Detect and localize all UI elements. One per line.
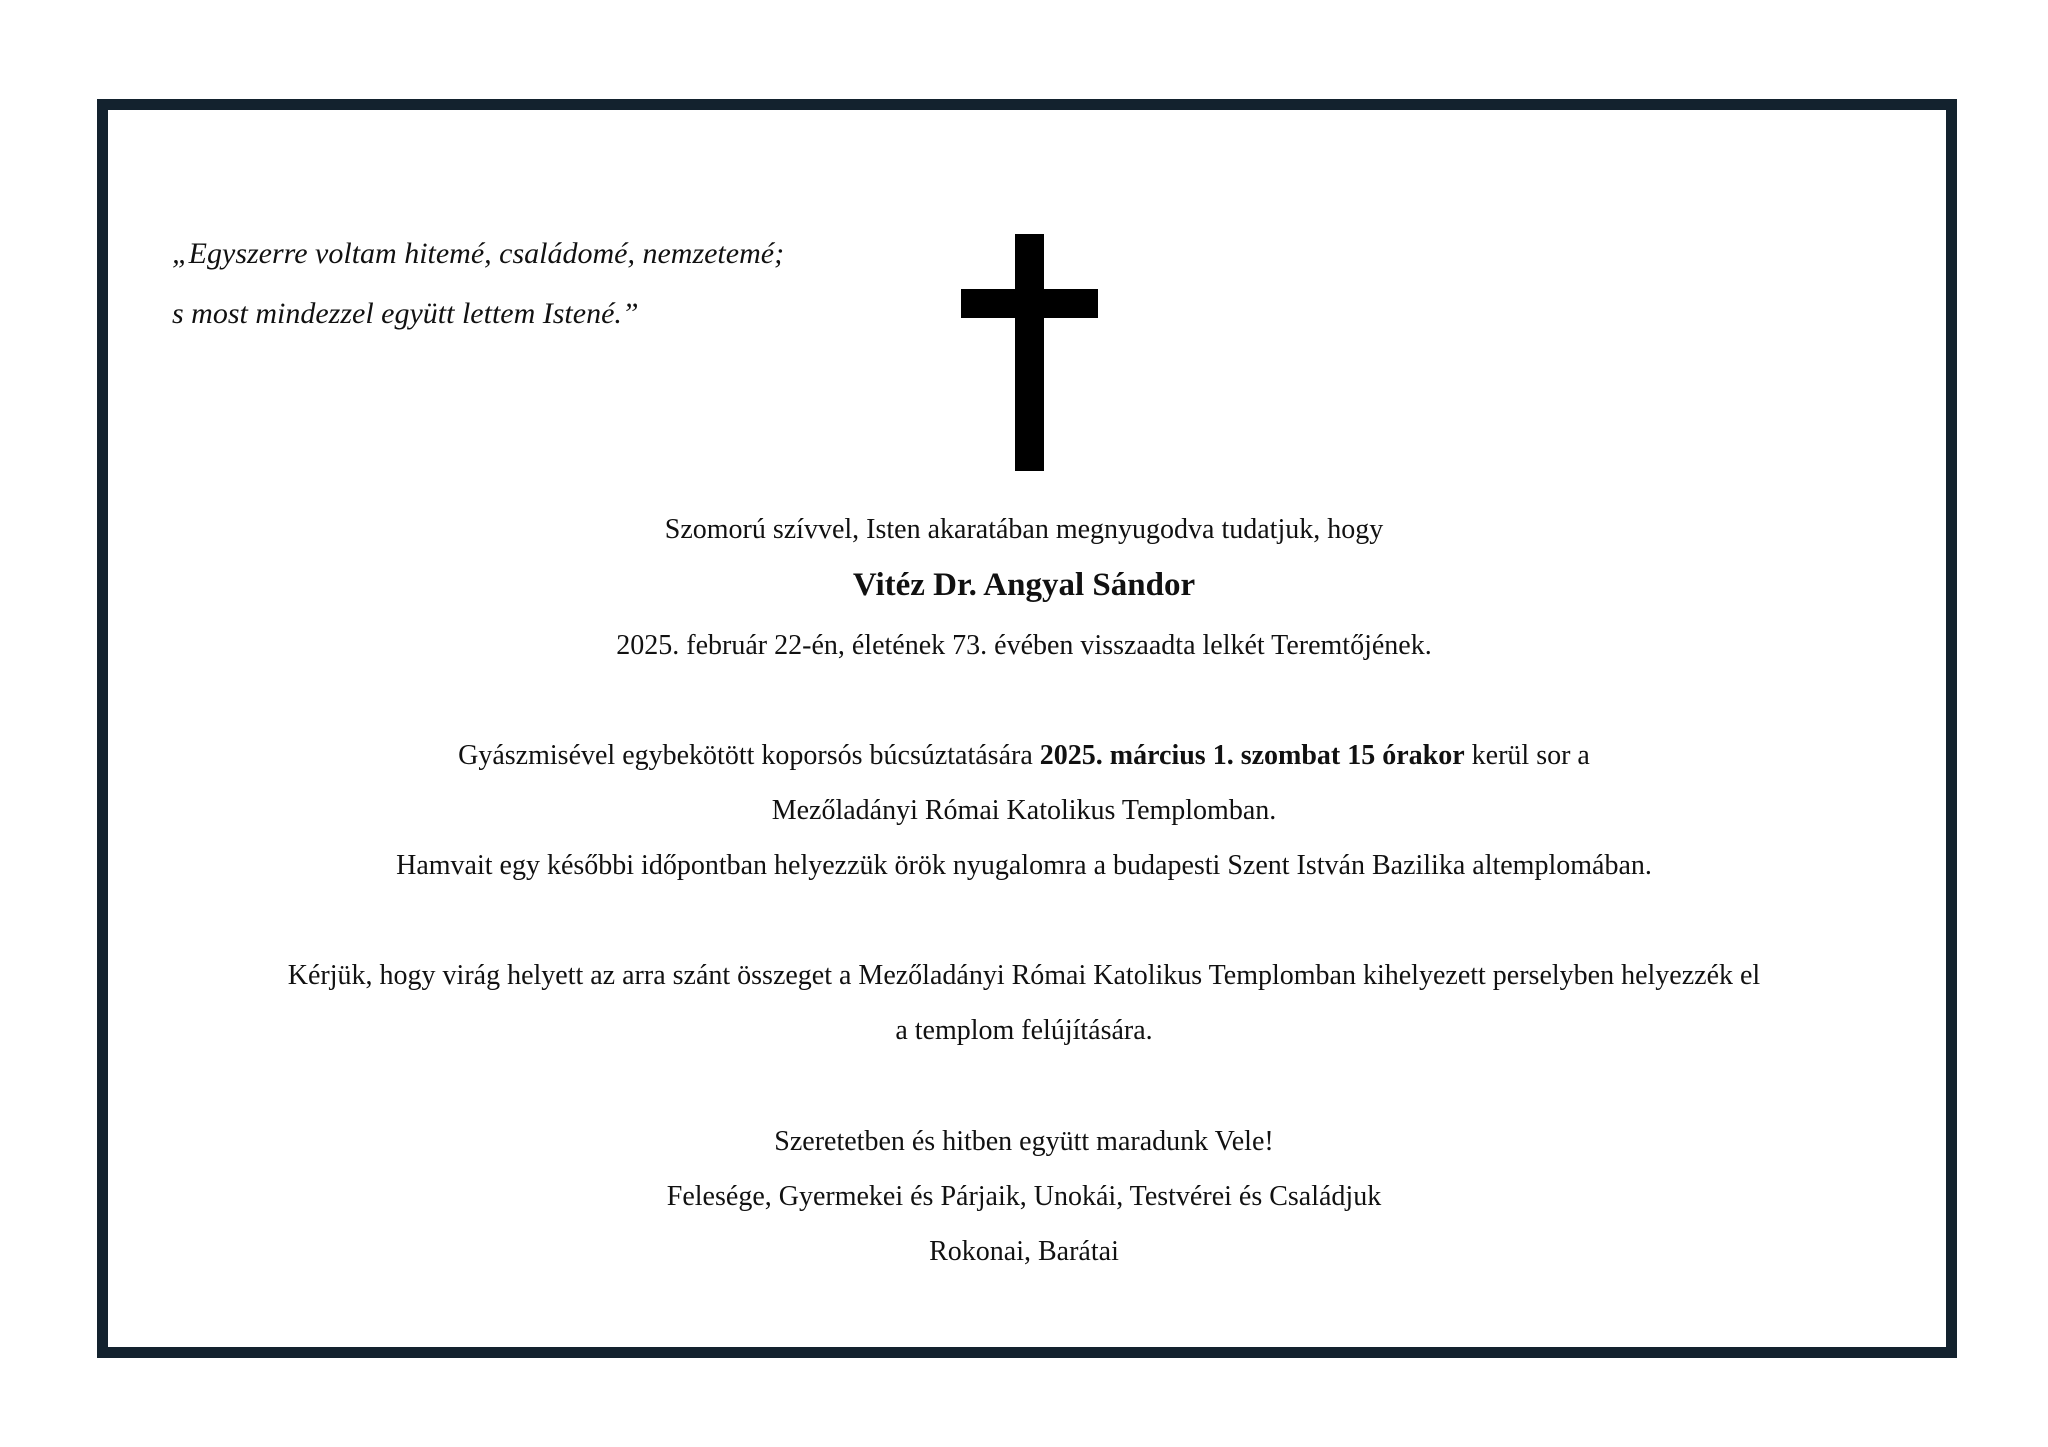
ashes-notice: Hamvait egy későbbi időpontban helyezzük örök nyugalomra a budapesti Szent István Bazilika altemplomában. [396, 850, 1652, 881]
funeral-place: Mezőladányi Római Katolikus Templomban. [771, 795, 1277, 826]
cross-icon [961, 234, 1098, 471]
flower-request-line-1: Kérjük, hogy virág helyett az arra szánt összeget a Mezőladányi Római Katolikus Templomban kihelyezett perselyben helyezzék el [287, 960, 1761, 991]
cross-vertical-bar [1015, 234, 1044, 471]
death-notice: 2025. február 22-én, életének 73. évében visszaadta lelkét Teremtőjének. [616, 630, 1432, 661]
funeral-text-2: kerül sor a [1464, 740, 1590, 771]
announcement-intro: Szomorú szívvel, Isten akaratában megnyugodva tudatjuk, hogy [664, 514, 1384, 545]
mourners-friends: Rokonai, Barátai [929, 1236, 1119, 1267]
funeral-text-1: Gyászmisével egybekötött koporsós búcsúztatására [458, 740, 1040, 771]
flower-request-line-2: a templom felújítására. [895, 1015, 1153, 1046]
deceased-name: Vitéz Dr. Angyal Sándor [852, 567, 1196, 603]
opening-quote [172, 224, 784, 344]
quote-line-1: „Egyszerre voltam hitemé, családomé, nemzetemé; [172, 237, 785, 270]
quote-line-2: s most mindezzel együtt lettem Istené.” [172, 297, 639, 330]
mourners-family: Felesége, Gyermekei és Párjaik, Unokái, Testvérei és Családjuk [666, 1181, 1382, 1212]
funeral-date: 2025. március 1. szombat 15 órakor [1039, 740, 1465, 771]
cross-horizontal-bar [961, 289, 1098, 318]
funeral-details [0, 738, 2048, 774]
closing-line-1: Szeretetben és hitben együtt maradunk Vele! [774, 1126, 1274, 1157]
